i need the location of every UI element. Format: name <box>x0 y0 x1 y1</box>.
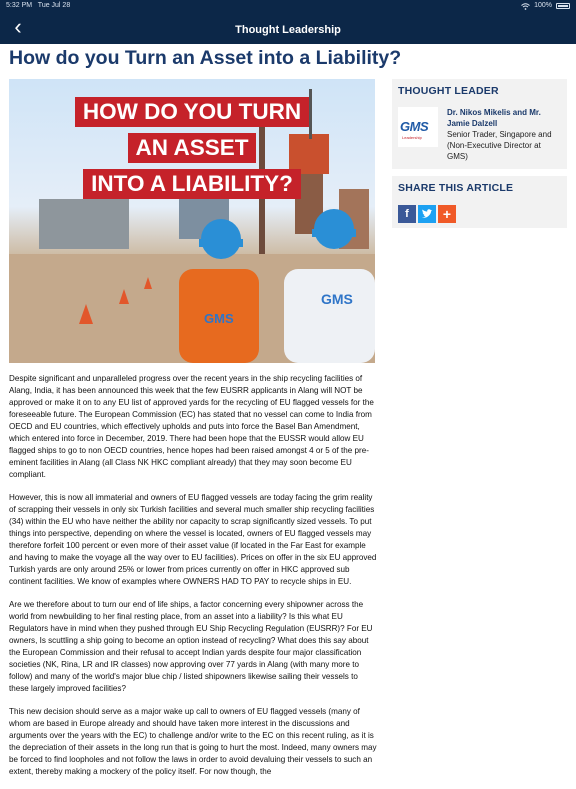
share-heading: SHARE THIS ARTICLE <box>398 182 514 194</box>
thought-leader-heading: THOUGHT LEADER <box>398 85 499 97</box>
hero-line-1: HOW DO YOU TURN <box>75 97 309 127</box>
share-buttons <box>398 205 456 223</box>
leader-role: Senior Trader, Singapore and (Non-Executive Director at GMS) <box>447 130 552 161</box>
leader-name[interactable]: Dr. Nikos Mikelis and Mr. Jamie Dalzell <box>447 108 541 128</box>
twitter-bird-icon <box>418 205 436 223</box>
battery-icon <box>556 3 570 9</box>
article-paragraph: This new decision should serve as a major wake up call to owners of EU flagged vessels (many of whom are based in Europe already and should have taken more interest in the discussions and arguments over the years with the EC) to challenge and/or write to the EC on this recent ruling, as it is the depreciation of their assets in the long run that is going to hurt the most. Indeed, many owners may be forced to find loopholes and not follow the laws in order to avoid devaluing their vessels to such an extent, thereby making a mockery of the policy itself. For now though, the <box>9 707 377 776</box>
facebook-icon[interactable]: f <box>398 205 416 223</box>
share-card <box>392 176 567 228</box>
nav-bar <box>0 12 576 44</box>
article-body <box>9 373 379 789</box>
status-date: Tue Jul 28 <box>37 2 71 9</box>
article-paragraph: Are we therefore about to turn our end of life ships, a factor concerning every shipowner across the world from newbuilding to her final resting place, from an asset into a liability? Is this what EU Regulators have in mind when they pushed through EU Ship Recycling Regulation (EUSRR)? For EU owners, Is scuttling a ship going to become an option instead of recycling? What does this say about the European Commission and their refusal to accept Indian yards despite four major classification societies (NK, Rina, LR and IR classes) now approving over 77 yards in Alang (with many more to follow) and many of the world's major blue chip / listed shipowners likewise sailing their vessels to these largely improved facilities? <box>9 600 373 693</box>
shirt-logo-right: GMS <box>321 291 353 307</box>
page-title: How do you Turn an Asset into a Liability? <box>9 47 402 69</box>
thought-leader-card <box>392 79 567 169</box>
wifi-icon <box>521 3 530 10</box>
nav-title: Thought Leadership <box>235 24 341 36</box>
gms-logo <box>398 107 438 147</box>
hero-image <box>9 79 375 363</box>
gms-logo-text: GMS <box>400 119 429 134</box>
status-right <box>521 0 570 12</box>
article-paragraph: Despite significant and unparalleled progress over the recent years in the ship recycling facilities of Alang, India, it has been announced this week that the few EUSRR applicants in Alang will NOT be approved or make it on to any EU list of approved yards for the recycling of EU flagged vessels for the foreseeable future. The European Commission (EC) has stated that no vessel can come to India from OECD and EU countries, which effectively upholds and puts into force the Basel Ban Amendment, which entered into force in December, 2019. There had been hope that the EUSSR would allow EU flagged ships to go to non OECD countries, hence hopes had been raised amongst 4 or 5 of the pre-eminent facilities in Alang (all Class NK HKC compliant already) that they may soon become EU compliant. <box>9 374 374 479</box>
shirt-logo-left: GMS <box>204 311 234 326</box>
plus-icon[interactable]: + <box>438 205 456 223</box>
status-time: 5:32 PM <box>6 2 33 9</box>
gms-logo-sub: Leadership <box>402 135 422 140</box>
chevron-left-icon[interactable]: ‹ <box>14 14 22 39</box>
article-paragraph: However, this is now all immaterial and owners of EU flagged vessels are today facing the grim reality of scrapping their vessels in only six Turkish facilities and several much smaller ship recycling facilities (34) within the EU who have neither the ability nor capacity to scrap significantly sized vessels. To put things into perspective, depending on where the vessel is located, owners of EU flagged vessels may therefore forfeit 100 percent or even more of their asset value (if located in the Far East for example and having to make the voyage all the way over to EU facilities). Prices on offer in the six EU approved Turkish yards are only around 25% or lower from prices currently on offer in HKC approved sub continent facilities. We know of examples where OWNERS HAD TO PAY to recycle ships in EU. <box>9 493 377 586</box>
hero-headline <box>9 97 375 205</box>
status-bar <box>0 0 576 12</box>
status-time-date <box>6 0 70 12</box>
hero-line-2: AN ASSET <box>128 133 257 163</box>
twitter-icon[interactable] <box>418 205 436 223</box>
hero-line-3: INTO A LIABILITY? <box>83 169 301 199</box>
battery-percent: 100% <box>534 2 552 9</box>
